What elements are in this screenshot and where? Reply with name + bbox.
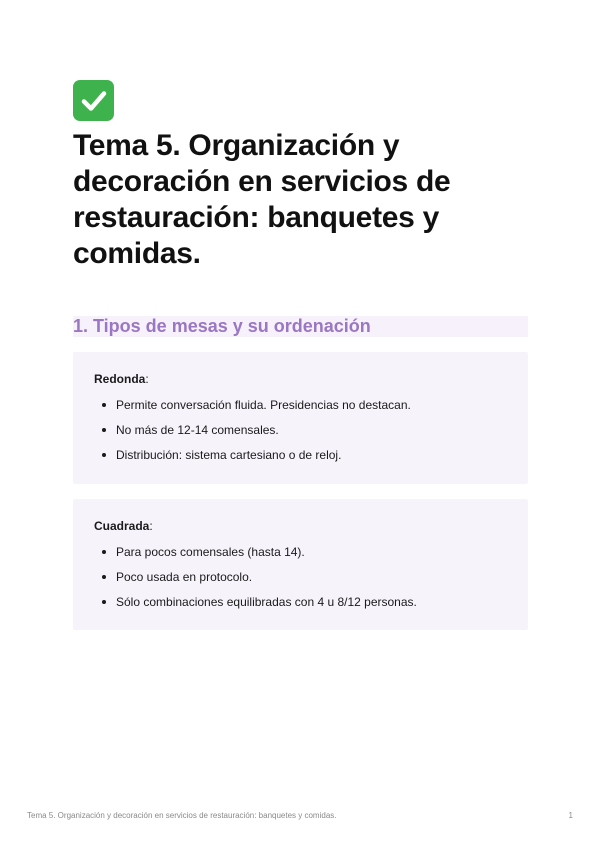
bullet-icon — [102, 550, 106, 554]
card-label: Cuadrada: — [94, 519, 153, 533]
bullet-icon — [102, 403, 106, 407]
list-item: Para pocos comensales (hasta 14). — [102, 545, 417, 570]
bullet-icon — [102, 453, 106, 457]
list-item: No más de 12-14 comensales. — [102, 423, 411, 448]
page-number: 1 — [568, 811, 573, 820]
bullet-icon — [102, 575, 106, 579]
bullet-icon — [102, 428, 106, 432]
callout-card-cuadrada — [73, 499, 528, 630]
bullet-list — [102, 545, 417, 620]
card-label: Redonda: — [94, 372, 149, 386]
section-heading: 1. Tipos de mesas y su ordenación — [73, 316, 528, 337]
page-title: Tema 5. Organización y decoración en servicios de restauración: banquetes y comidas. — [73, 129, 451, 270]
list-item: Poco usada en protocolo. — [102, 570, 417, 595]
bullet-icon — [102, 600, 106, 604]
bullet-list — [102, 398, 411, 473]
callout-card-redonda — [73, 352, 528, 484]
list-item: Sólo combinaciones equilibradas con 4 u 8/12 personas. — [102, 595, 417, 620]
footer-text: Tema 5. Organización y decoración en servicios de restauración: banquetes y comidas. — [27, 811, 337, 820]
check-mark-icon — [73, 80, 114, 121]
list-item: Permite conversación fluida. Presidencias no destacan. — [102, 398, 411, 423]
list-item: Distribución: sistema cartesiano o de reloj. — [102, 448, 411, 473]
